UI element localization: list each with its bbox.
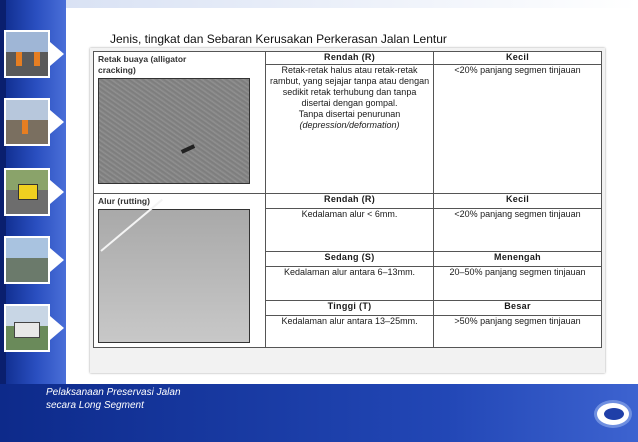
top-band — [66, 0, 638, 8]
severity-level-header: Sedang (S) — [266, 252, 434, 267]
extent-level-header: Kecil — [434, 52, 602, 65]
thumbnail-arrow-icon — [50, 42, 64, 66]
damage-type-cell — [94, 194, 266, 348]
damage-table-figure — [90, 48, 605, 373]
thumbnail-arrow-icon — [50, 316, 64, 340]
extent-description: <20% panjang segmen tinjauan — [434, 65, 602, 194]
extent-description: 20–50% panjang segmen tinjauan — [434, 266, 602, 301]
thumbnail-arrow-icon — [50, 110, 64, 134]
extent-description: <20% panjang segmen tinjauan — [434, 208, 602, 252]
damage-type-label: Alur (rutting) — [98, 196, 150, 206]
extent-description: >50% panjang segmen tinjauan — [434, 315, 602, 347]
extent-level-header: Besar — [434, 301, 602, 316]
logo-badge-icon — [594, 400, 632, 428]
thumbnail-highway-photo — [4, 236, 50, 284]
page-title: Jenis, tingkat dan Sebaran Kerusakan Perkerasan Jalan Lentur — [110, 32, 447, 46]
severity-level-header: Tinggi (T) — [266, 301, 434, 316]
damage-table — [93, 51, 602, 348]
thumbnail-arrow-icon — [50, 248, 64, 272]
severity-description: Kedalaman alur < 6mm. — [266, 208, 434, 252]
thumbnail-arrow-icon — [50, 180, 64, 204]
thumbnail-roadside-sign-photo — [4, 168, 50, 216]
severity-level-header: Rendah (R) — [266, 52, 434, 65]
rutting-photo — [98, 209, 250, 343]
thumbnail-road-repair-photo — [4, 98, 50, 146]
damage-type-cell — [94, 52, 266, 194]
extent-level-header: Menengah — [434, 252, 602, 267]
damage-type-label: Retak buaya (alligator cracking) — [98, 54, 187, 75]
severity-level-header: Rendah (R) — [266, 194, 434, 209]
thumbnail-workers-photo — [4, 30, 50, 78]
severity-description: Kedalaman alur antara 13–25mm. — [266, 315, 434, 347]
alligator-cracking-photo — [98, 78, 250, 184]
extent-level-header: Kecil — [434, 194, 602, 209]
severity-description: Retak-retak halus atau retak-retak rambut, yang sejajar tanpa atau dengan sedikit retak terhubung dan tanpa disertai dengan gompal. Tanpa disertai penurunan (depression/deformation) — [266, 65, 434, 194]
footer-caption: Pelaksanaan Preservasi Jalan secara Long Segment — [46, 387, 181, 411]
severity-description: Kedalaman alur antara 6–13mm. — [266, 266, 434, 301]
thumbnail-truck-photo — [4, 304, 50, 352]
left-sidebar — [0, 0, 66, 442]
